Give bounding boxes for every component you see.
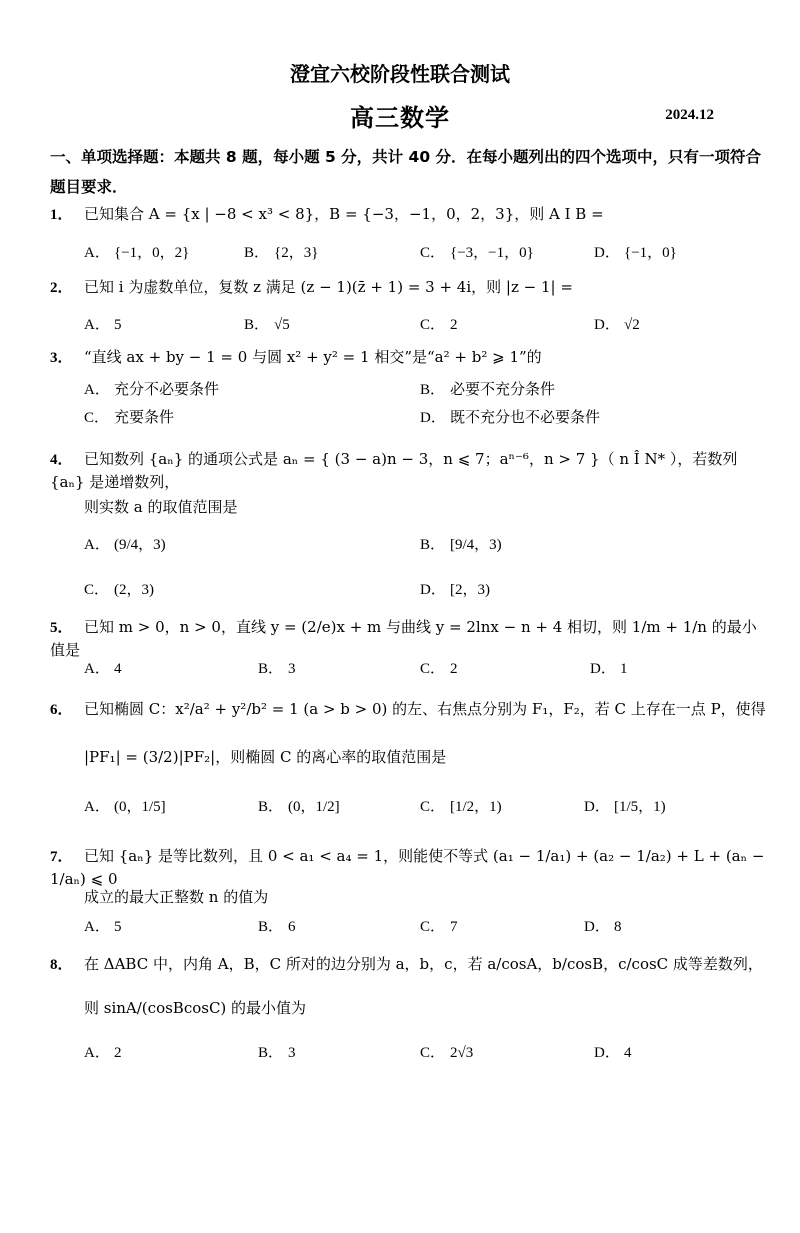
- option-label: A．: [84, 382, 110, 398]
- option-label: D．: [584, 919, 610, 935]
- option-b[interactable]: [258, 1040, 296, 1065]
- option-text: 5: [114, 317, 122, 333]
- option-d[interactable]: [584, 794, 666, 819]
- option-label: C．: [420, 317, 446, 333]
- option-label: D．: [420, 582, 446, 598]
- option-text: 2: [114, 1045, 122, 1061]
- option-label: B．: [258, 919, 284, 935]
- option-label: D．: [594, 317, 620, 333]
- option-label: D．: [584, 799, 610, 815]
- option-label: D．: [594, 245, 620, 261]
- question-number: 4．: [50, 452, 73, 468]
- exam-title: 澄宜六校阶段性联合测试: [290, 62, 510, 86]
- option-a[interactable]: [84, 656, 122, 681]
- option-label: B．: [258, 799, 284, 815]
- question-number: 7．: [50, 849, 73, 865]
- option-label: C．: [84, 582, 110, 598]
- question-7: [50, 845, 770, 890]
- option-c[interactable]: [420, 1040, 473, 1065]
- option-a[interactable]: [84, 914, 122, 939]
- option-label: A．: [84, 799, 110, 815]
- option-text: 1: [620, 661, 628, 677]
- option-label: C．: [420, 245, 446, 261]
- question-stem: 已知 m > 0，n > 0，直线 y = (2/e)x + m 与曲线 y = 2lnx − n + 4 相切，则 1/m + 1/n 的最小值是: [50, 618, 757, 659]
- option-d[interactable]: [594, 1040, 632, 1065]
- option-b[interactable]: [420, 532, 502, 557]
- exam-date: 2024.12: [665, 107, 714, 123]
- option-text: 8: [614, 919, 622, 935]
- option-text: [1/5，1): [614, 799, 666, 815]
- option-text: (0，1/5]: [114, 799, 166, 815]
- option-label: B．: [244, 245, 270, 261]
- option-b[interactable]: [258, 794, 340, 819]
- question-stem: 已知 {aₙ} 是等比数列，且 0 < a₁ < a₄ = 1，则能使不等式 (a₁ − 1/a₁) + (a₂ − 1/a₂) + L + (aₙ − 1/aₙ) ⩽ 0: [50, 847, 765, 888]
- option-text: 充分不必要条件: [114, 380, 220, 398]
- question-continuation: |PF₁| = (3/2)|PF₂|，则椭圆 C 的离心率的取值范围是: [84, 748, 447, 766]
- option-label: A．: [84, 1045, 110, 1061]
- option-d[interactable]: [594, 240, 677, 265]
- option-text: {−3，−1，0}: [450, 245, 534, 261]
- option-label: A．: [84, 537, 110, 553]
- subject-title: 高三数学: [350, 104, 450, 132]
- option-label: D．: [420, 410, 446, 426]
- option-a[interactable]: [84, 794, 166, 819]
- option-label: D．: [590, 661, 616, 677]
- option-text: [2，3): [450, 582, 490, 598]
- option-d[interactable]: [420, 577, 490, 602]
- option-text: (0，1/2]: [288, 799, 340, 815]
- option-text: (2，3): [114, 582, 154, 598]
- question-number: 5．: [50, 620, 73, 636]
- option-label: B．: [420, 382, 446, 398]
- question-number: 2．: [50, 280, 73, 296]
- option-a[interactable]: [84, 377, 219, 402]
- question-continuation: 成立的最大正整数 n 的值为: [84, 888, 269, 906]
- option-text: 2: [450, 661, 458, 677]
- option-text: [1/2，1): [450, 799, 502, 815]
- option-text: 2√3: [450, 1045, 474, 1061]
- option-b[interactable]: [244, 312, 290, 337]
- question-continuation: 则实数 a 的取值范围是: [84, 498, 238, 516]
- question-1: [50, 203, 770, 226]
- option-a[interactable]: [84, 312, 122, 337]
- question-2: [50, 276, 770, 299]
- question-number: 6．: [50, 702, 73, 718]
- option-label: A．: [84, 245, 110, 261]
- option-b[interactable]: [258, 656, 296, 681]
- option-label: D．: [594, 1045, 620, 1061]
- option-d[interactable]: [420, 405, 600, 430]
- option-text: 既不充分也不必要条件: [450, 408, 601, 426]
- option-label: B．: [244, 317, 270, 333]
- option-c[interactable]: [84, 405, 174, 430]
- option-label: B．: [258, 661, 284, 677]
- option-d[interactable]: [594, 312, 640, 337]
- option-d[interactable]: [584, 914, 622, 939]
- section-heading: 一、单项选择题：本题共 8 题，每小题 5 分，共计 40 分．在每小题列出的四个选项中，只有一项符合题目要求．: [50, 148, 762, 196]
- option-label: C．: [420, 799, 446, 815]
- option-text: √5: [274, 317, 290, 333]
- option-a[interactable]: [84, 240, 189, 265]
- option-text: {−1，0，2}: [114, 245, 190, 261]
- option-text: 4: [114, 661, 122, 677]
- question-stem: “直线 ax + by − 1 = 0 与圆 x² + y² = 1 相交”是“a² + b² ⩾ 1”的: [84, 348, 542, 366]
- question-4: [50, 448, 770, 493]
- option-text: 5: [114, 919, 122, 935]
- question-3: [50, 346, 770, 369]
- option-label: A．: [84, 317, 110, 333]
- option-text: 4: [624, 1045, 632, 1061]
- question-stem: 已知数列 {aₙ} 的通项公式是 aₙ = { (3 − a)n − 3，n ⩽ 7；aⁿ⁻⁶，n > 7 }（ n Î N* ），若数列 {aₙ} 是递增数列，: [50, 450, 738, 491]
- option-text: 7: [450, 919, 458, 935]
- question-number: 8．: [50, 957, 73, 973]
- option-b[interactable]: [420, 377, 555, 402]
- option-label: C．: [84, 410, 110, 426]
- option-text: √2: [624, 317, 640, 333]
- option-c[interactable]: [420, 914, 458, 939]
- option-label: C．: [420, 919, 446, 935]
- option-label: A．: [84, 919, 110, 935]
- option-text: 充要条件: [114, 408, 175, 426]
- question-5: [50, 616, 770, 661]
- option-a[interactable]: [84, 1040, 122, 1065]
- question-number: 3．: [50, 350, 73, 366]
- option-text: 2: [450, 317, 458, 333]
- option-text: 3: [288, 661, 296, 677]
- option-label: A．: [84, 661, 110, 677]
- option-label: C．: [420, 661, 446, 677]
- option-text: (9/4，3): [114, 537, 166, 553]
- option-b[interactable]: [244, 240, 318, 265]
- option-c[interactable]: [420, 240, 534, 265]
- option-label: B．: [258, 1045, 284, 1061]
- question-stem: 已知集合 A = {x | −8 < x³ < 8}，B = {−3，−1，0，2，3}，则 A I B =: [84, 205, 604, 223]
- question-6: [50, 698, 770, 721]
- option-a[interactable]: [84, 532, 166, 557]
- option-c[interactable]: [420, 794, 502, 819]
- option-text: 6: [288, 919, 296, 935]
- option-d[interactable]: [590, 656, 628, 681]
- option-text: 必要不充分条件: [450, 380, 556, 398]
- option-text: [9/4，3): [450, 537, 502, 553]
- question-stem: 在 ΔABC 中，内角 A，B，C 所对的边分别为 a，b，c，若 a/cosA，b/cosB，c/cosC 成等差数列，: [84, 955, 763, 973]
- question-stem: 已知椭圆 C：x²/a² + y²/b² = 1 (a > b > 0) 的左、右焦点分别为 F₁，F₂，若 C 上存在一点 P，使得: [84, 700, 766, 718]
- option-text: {2，3}: [274, 245, 319, 261]
- question-continuation: 则 sinA/(cosBcosC) 的最小值为: [84, 999, 307, 1017]
- option-b[interactable]: [258, 914, 296, 939]
- option-text: {−1，0}: [624, 245, 677, 261]
- option-c[interactable]: [420, 312, 458, 337]
- option-c[interactable]: [84, 577, 154, 602]
- question-8: [50, 953, 770, 976]
- question-number: 1．: [50, 207, 73, 223]
- option-label: B．: [420, 537, 446, 553]
- option-label: C．: [420, 1045, 446, 1061]
- option-c[interactable]: [420, 656, 458, 681]
- question-stem: 已知 i 为虚数单位，复数 z 满足 (z − 1)(z̄ + 1) = 3 + 4i，则 |z − 1| =: [84, 278, 573, 296]
- option-text: 3: [288, 1045, 296, 1061]
